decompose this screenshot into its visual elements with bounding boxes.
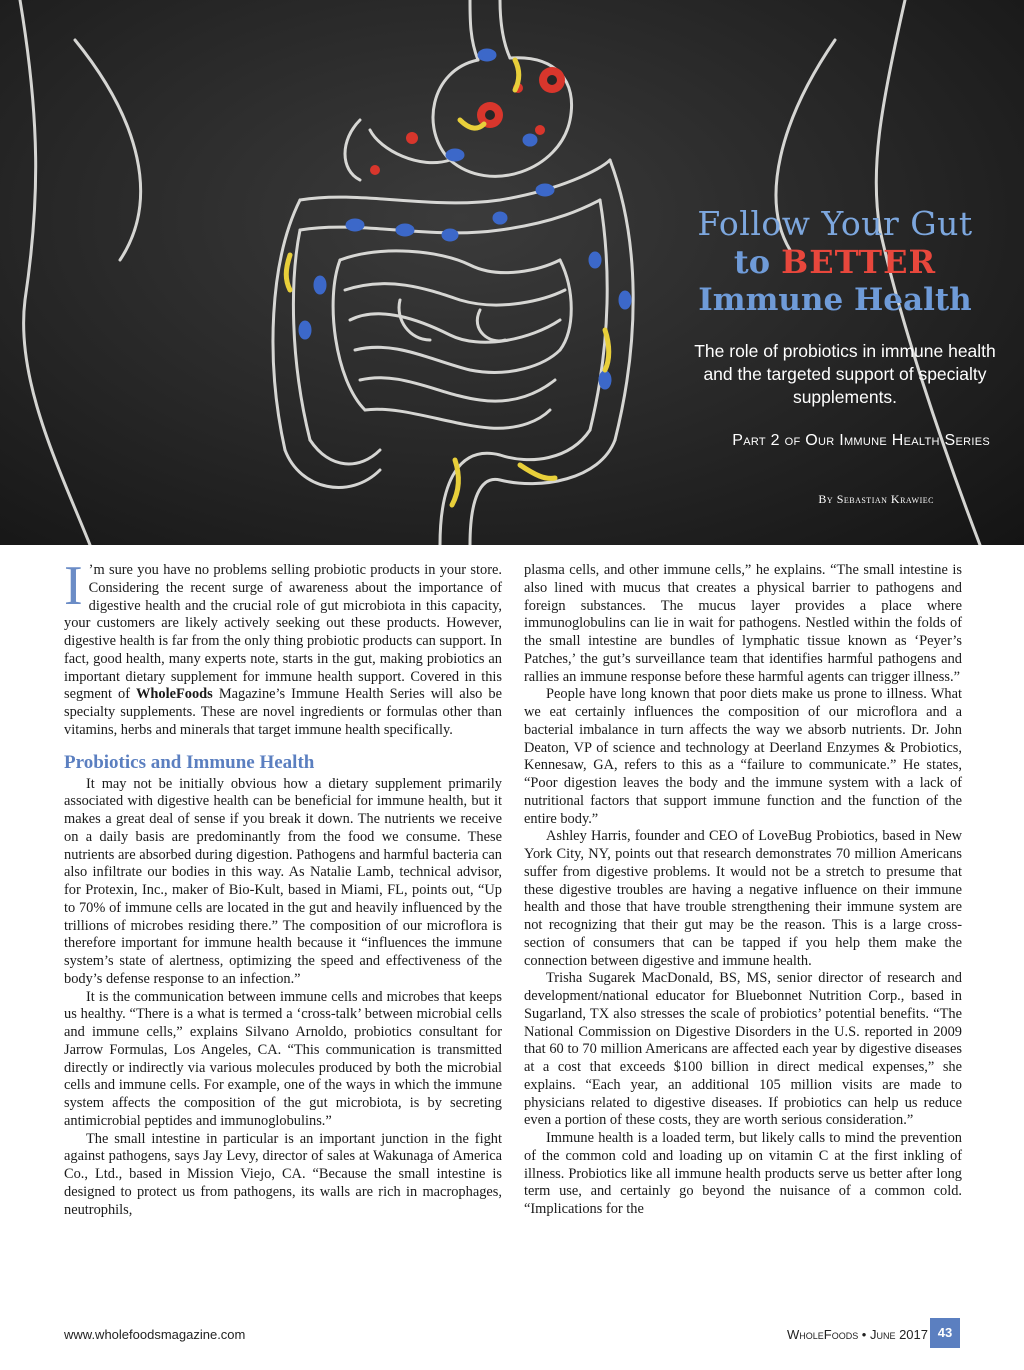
body-paragraph: Ashley Harris, founder and CEO of LoveBug Probiotics, based in New York City, NY, points out that research demonstrates 70 million Americans suffer from digestive problems. It would not be a stretch to presume that these digestive troubles are having a negative influence on their immune health and those that have trouble strengthening their immune system are not recognizing that their gut may be the reason. This is a large cross-section of consumers that can be tapped if you help them make the connection between digestive and immune health.	[524, 828, 962, 969]
body-paragraph: plasma cells, and other immune cells,” he explains. “The small intestine is also lined with mucus that creates a physical barrier to pathogens and foreign substances. The mucus layer provides a place where immunoglobulins can lie in wait for pathogens. Nestled within the folds of the small intestine are bundles of lymphatic tissue known as ‘Peyer’s Patches,’ the gut’s surveillance team that identifies harmful pathogens and rallies an immune response before these harmful agents can trigger illness.”	[524, 562, 962, 685]
body-paragraph: Immune health is a loaded term, but likely calls to mind the prevention of the common cold and loading up on vitamin C at the first inkling of illness. Probiotics like all immune health products serve us better after long term use, and certainly go beyond the nuisance of a common cold. “Implications for the	[524, 1130, 962, 1217]
body-paragraph: Trisha Sugarek MacDonald, BS, MS, senior director of research and development/national educator for Bluebonnet Nutrition Corp., based in Sugarland, TX also stresses the scale of probiotics’ potential benefits. “The National Commission on Digestive Disorders in the U.S. reported in 2009 that 60 to 70 million Americans are affected each year by digestive diseases at a cost that exceeds $100 billion in direct medical expenses,” she explains. “Each year, an additional 105 million visits are made to physicians related to digestive diseases. If probiotics can help us reduce even a portion of these costs, they are worth serious consideration.”	[524, 970, 962, 1129]
title-line-3: Immune Health	[698, 282, 972, 318]
article-title	[660, 204, 1010, 320]
left-column	[64, 555, 502, 1219]
right-column	[524, 562, 962, 1219]
title-word-to: to	[733, 243, 771, 281]
intro-text-a: ’m sure you have no problems selling probiotic products in your store. Considering the recent surge of awareness about the importance of digestive health and the crucial role of gut microbiota in this capacity, your customers are likely actively seeking out these products. However, digestive health is far from the only thing probiotic products can support. In fact, good health, many experts note, starts in the gut, making probiotics an important dietary supplement for immune health support. Covered in this segment of	[64, 562, 502, 703]
title-line-1: Follow Your Gut	[697, 204, 973, 243]
body-paragraph: People have long known that poor diets make us prone to illness. What we eat certainly influences the composition of our microflora and a bacterial imbalance in turn affects the way we absorb nutrients. Dr. John Deaton, VP of science and technology at Deerland Enzymes & Probiotics, Kennesaw, GA, refers to this as a “failure to communicate.” He states, “Poor digestion leaves the body and the immune system with a lack of nutritional factors that support immune function and the function of the entire body.”	[524, 686, 962, 827]
drop-cap: I	[64, 555, 83, 617]
hero-image	[0, 0, 1024, 545]
intro-text-b: Magazine’s Immune Health Series will also be specialty supplements. These are novel ingredients or formulas other than vitamins, herbs and minerals that target immune health specifically.	[64, 686, 502, 738]
byline: By Sebastian Krawiec	[818, 492, 934, 506]
intro-paragraph	[64, 555, 502, 740]
footer-issue: WholeFoods • June 2017	[786, 1327, 928, 1342]
series-label: Part 2 of Our Immune Health Series	[732, 432, 990, 449]
page-number: 43	[930, 1318, 960, 1348]
body-paragraph: The small intestine in particular is an important junction in the fight against pathogens, says Jay Levy, director of sales at Wakunaga of America Co., Ltd., based in Mission Viejo, CA. “Because the small intestine is designed to protect us from pathogens, its walls are rich in macrophages, neutrophils,	[64, 1130, 502, 1218]
title-line-2	[660, 244, 1010, 280]
brand-name: WholeFoods	[136, 686, 213, 703]
footer-url[interactable]: www.wholefoodsmagazine.com	[64, 1327, 246, 1342]
title-word-better: BETTER	[781, 243, 937, 281]
body-paragraph: It is the communication between immune cells and microbes that keeps us healthy. “There is a what is termed a ‘cross-talk’ between microbial cells and immune cells,” explains Silvano Arnoldo, probiotics consultant for Jarrow Formulas, Los Angeles, CA. “This communication is transmitted directly or indirectly via various molecules produced by both the microbial cells and immune cells. For example, one of the ways in which the immune system affects the composition of the gut microbiota, is by secreting antimicrobial peptides and immunoglobulins.”	[64, 988, 502, 1129]
body-paragraph: It may not be initially obvious how a dietary supplement primarily associated with digestive health can be beneficial for immune health, but it makes a great deal of sense if you break it down. The nutrients we receive on a daily basis are predominantly from the food we consume. These nutrients are absorbed during digestion. Pathogens and harmful bacteria can also infiltrate our bodies in this way. As Natalie Lamb, technical advisor, for Protexin, Inc., maker of Bio-Kult, based in Miami, FL, points out, “Up to 70% of immune cells are located in the gut and heavily influenced by the trillions of microbes residing there.” The composition of our microflora is therefore important for immune health because it “influences the immune system’s state of alertness, optimizing the speed and effectiveness of the body’s defense response to an infection.”	[64, 775, 502, 987]
section-heading: Probiotics and Immune Health	[64, 751, 315, 773]
article-subtitle: The role of probiotics in immune health and the targeted support of specialty supplements.	[694, 341, 996, 407]
